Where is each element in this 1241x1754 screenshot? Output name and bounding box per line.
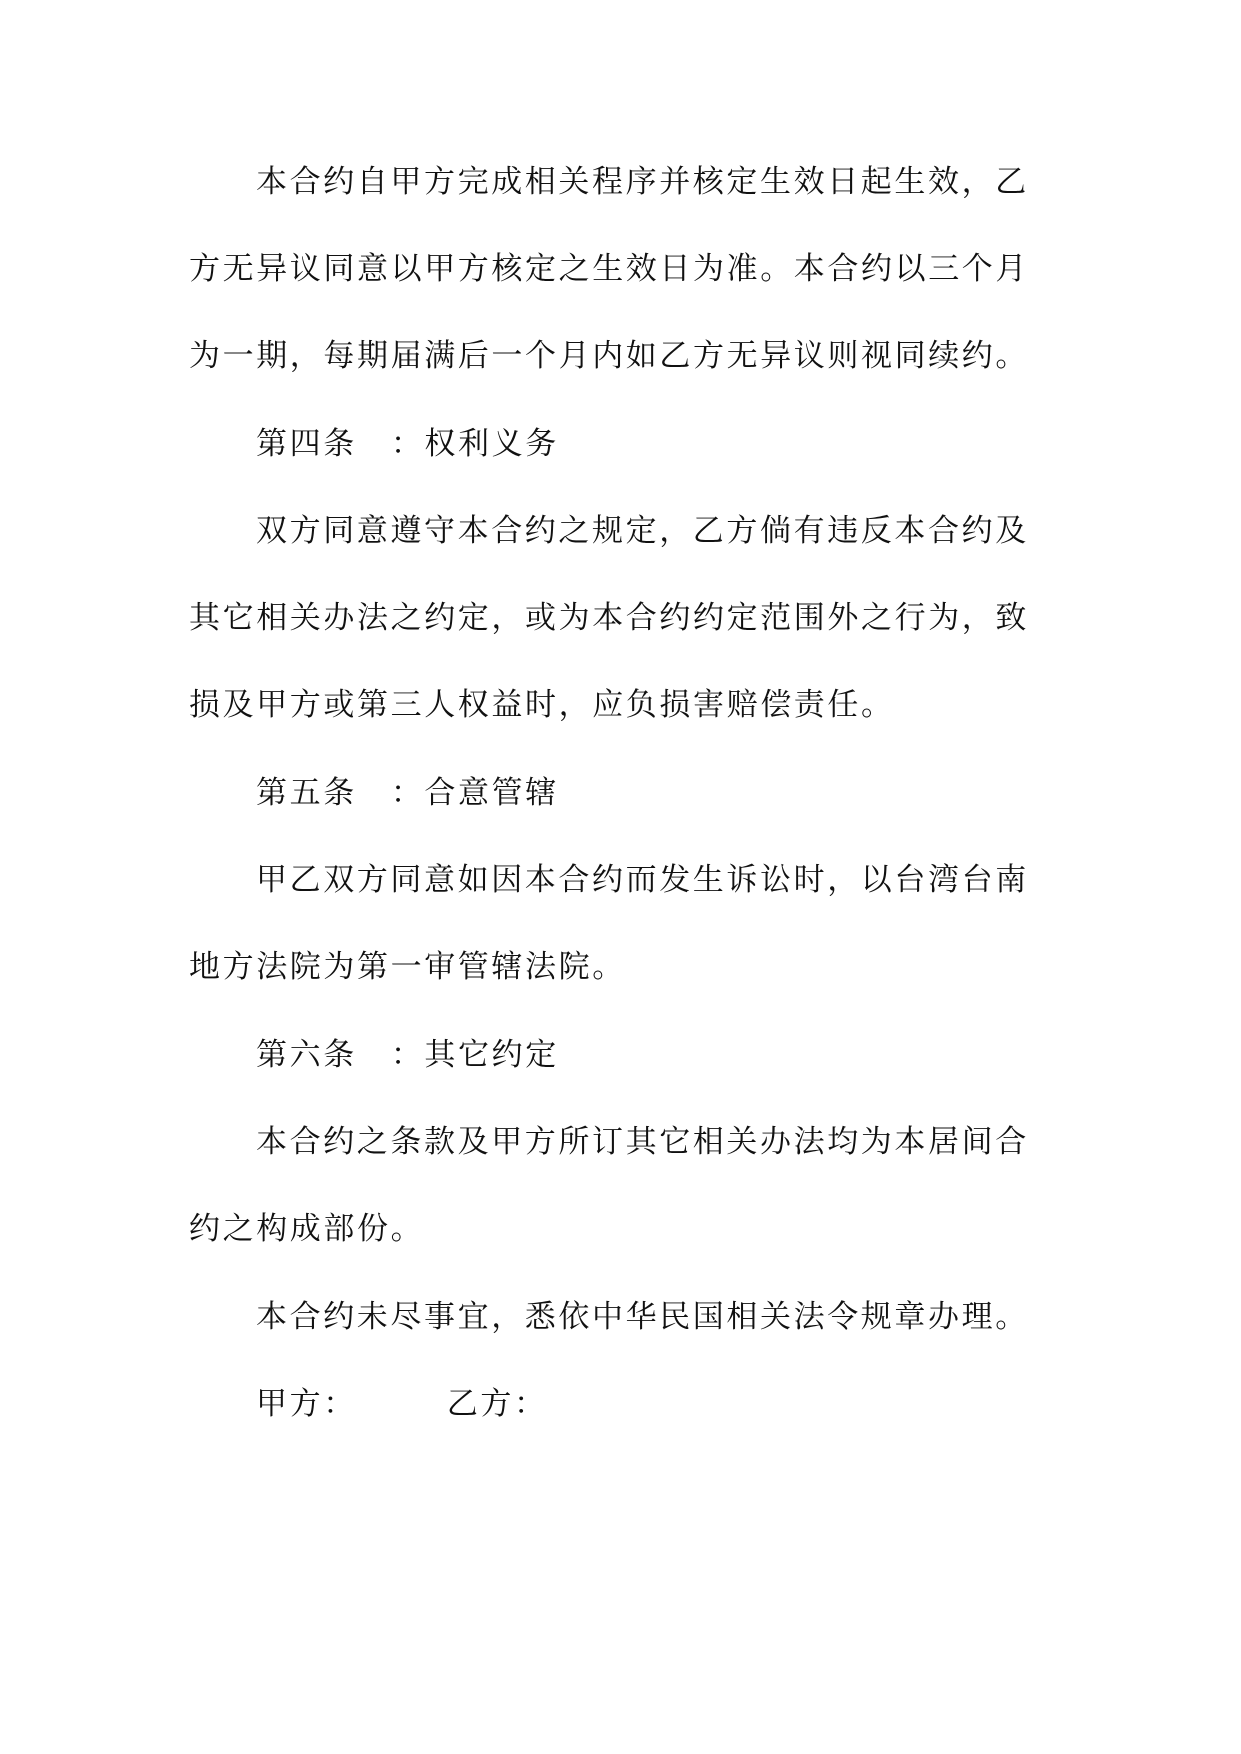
paragraph-line: 其它相关办法之约定，或为本合约约定范围外之行为，致 bbox=[189, 600, 1029, 636]
paragraph-line: 损及甲方或第三人权益时，应负损害赔偿责任。 bbox=[189, 687, 895, 723]
article-title: ：合意管辖 bbox=[390, 775, 559, 811]
article-title: ：权利义务 bbox=[390, 426, 559, 462]
article-number: 第六条 bbox=[256, 1037, 357, 1073]
paragraph-line: 约之构成部份。 bbox=[189, 1211, 425, 1247]
paragraph-line: 为一期，每期届满后一个月内如乙方无异议则视同续约。 bbox=[189, 338, 1029, 374]
paragraph-line: 方无异议同意以甲方核定之生效日为准。本合约以三个月 bbox=[189, 251, 1029, 287]
signature-row bbox=[256, 1384, 1116, 1424]
article-title: ：其它约定 bbox=[390, 1037, 559, 1073]
paragraph-line: 双方同意遵守本合约之规定，乙方倘有违反本合约及 bbox=[256, 513, 1029, 549]
party-b-label: 乙方： bbox=[446, 1386, 548, 1422]
article-heading-5 bbox=[256, 773, 1116, 813]
article-heading-4 bbox=[256, 424, 1116, 464]
paragraph-line: 甲乙双方同意如因本合约而发生诉讼时，以台湾台南 bbox=[256, 862, 1029, 898]
paragraph-line: 地方法院为第一审管辖法院。 bbox=[189, 949, 626, 985]
paragraph-line: 本合约未尽事宜，悉依中华民国相关法令规章办理。 bbox=[256, 1299, 1029, 1335]
paragraph-line: 本合约自甲方完成相关程序并核定生效日起生效，乙 bbox=[256, 164, 1029, 200]
article-number: 第五条 bbox=[256, 775, 357, 811]
article-heading-6 bbox=[256, 1035, 1116, 1075]
article-number: 第四条 bbox=[256, 426, 357, 462]
paragraph-line: 本合约之条款及甲方所订其它相关办法均为本居间合 bbox=[256, 1124, 1029, 1160]
party-a-label: 甲方： bbox=[256, 1386, 357, 1422]
